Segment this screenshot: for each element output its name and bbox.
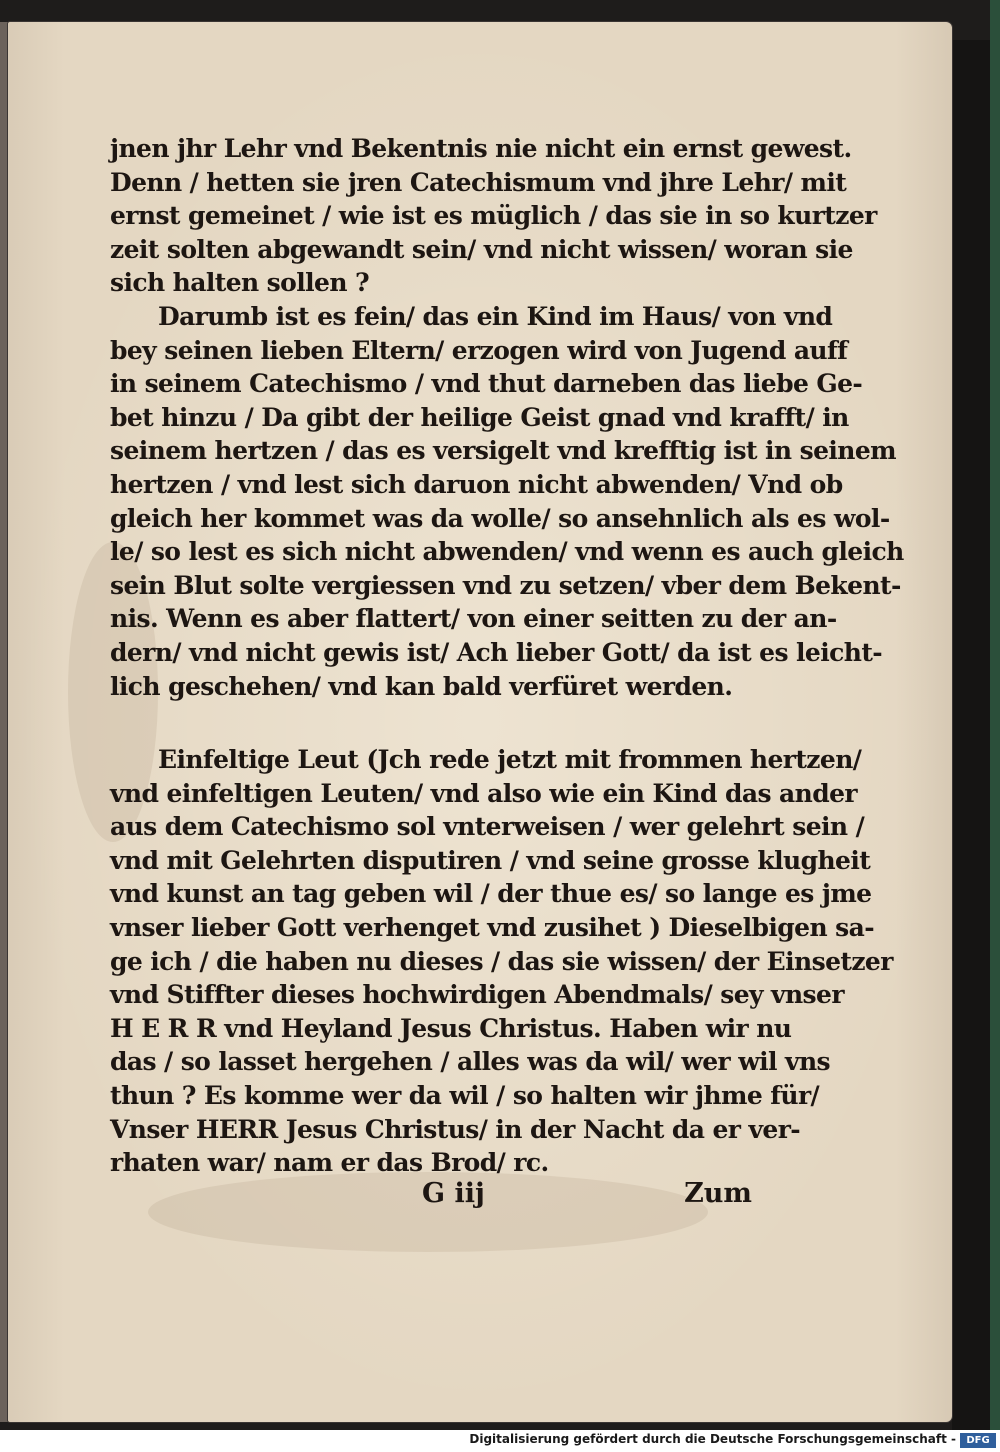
digitization-credit: Digitalisierung gefördert durch die Deutsche Forschungsgemeinschaft - xyxy=(469,1432,956,1446)
text-line: vnd einfeltigen Leuten/ vnd also wie ein Kind das ander xyxy=(110,778,857,808)
text-line: Einfeltige Leut (Jch rede jetzt mit frommen hertzen/ xyxy=(158,745,862,775)
text-line: gleich her kommet was da wolle/ so ansehnlich als es wol- xyxy=(110,503,890,533)
green-edge-strip xyxy=(990,0,1000,1430)
text-line: aus dem Catechismo sol vnterweisen / wer gelehrt sein / xyxy=(110,812,865,842)
text-line: thun ? Es komme wer da wil / so halten wir jhme für/ xyxy=(110,1081,820,1111)
paragraph-1 xyxy=(110,132,904,703)
dfg-logo: DFG xyxy=(960,1433,996,1448)
page-spine-edge xyxy=(0,22,8,1422)
text-line: ernst gemeinet / wie ist es müglich / das sie in so kurtzer xyxy=(110,201,877,231)
text-line: vnd mit Gelehrten disputiren / vnd seine grosse klugheit xyxy=(110,845,871,875)
text-line: H E R R vnd Heyland Jesus Christus. Haben wir nu xyxy=(110,1013,792,1043)
text-line: vnser lieber Gott verhenget vnd zusihet ) Dieselbigen sa- xyxy=(110,913,874,943)
text-line: Denn / hetten sie jren Catechismum vnd jhre Lehr/ mit xyxy=(110,167,847,197)
text-line: jnen jhr Lehr vnd Bekentnis nie nicht ein ernst gewest. xyxy=(110,134,852,163)
paragraph-2 xyxy=(110,743,893,1180)
text-line: hertzen / vnd lest sich daruon nicht abwenden/ Vnd ob xyxy=(110,469,843,499)
text-line: bet hinzu / Da gibt der heilige Geist gnad vnd krafft/ in xyxy=(110,402,849,432)
text-line: le/ so lest es sich nicht abwenden/ vnd wenn es auch gleich xyxy=(110,537,904,567)
text-line: das / so lasset hergehen / alles was da wil/ wer wil vns xyxy=(110,1047,830,1077)
text-line: nis. Wenn es aber flattert/ von einer seitten zu der an- xyxy=(110,604,837,634)
text-line: sich halten sollen ? xyxy=(110,268,370,298)
text-line: rhaten war/ nam er das Brod/ rc. xyxy=(110,1148,549,1178)
text-line: Vnser HERR Jesus Christus/ in der Nacht da er ver- xyxy=(110,1114,801,1144)
signature-mark: G iij xyxy=(422,1178,485,1209)
text-line: dern/ vnd nicht gewis ist/ Ach lieber Gott/ da ist es leicht- xyxy=(110,637,883,667)
paragraph-gap xyxy=(110,703,770,743)
text-line: seinem hertzen / das es versigelt vnd krefftig ist in seinem xyxy=(110,436,897,466)
text-line: vnd Stiffter dieses hochwirdigen Abendmals/ sey vnser xyxy=(110,980,844,1010)
text-line: bey seinen lieben Eltern/ erzogen wird von Jugend auff xyxy=(110,335,848,365)
text-line: vnd kunst an tag geben wil / der thue es/ so lange es jme xyxy=(110,879,872,909)
text-line: lich geschehen/ vnd kan bald verfüret werden. xyxy=(110,671,733,701)
page-footer xyxy=(110,1178,770,1218)
text-line: sein Blut solte vergiessen vnd zu setzen/ vber dem Bekent- xyxy=(110,570,901,600)
text-line: in seinem Catechismo / vnd thut darneben das liebe Ge- xyxy=(110,369,863,399)
text-line: Darumb ist es fein/ das ein Kind im Haus/ von vnd xyxy=(158,301,833,331)
text-line: ge ich / die haben nu dieses / das sie wissen/ der Einsetzer xyxy=(110,946,893,976)
page-text xyxy=(110,132,904,1180)
catchword: Zum xyxy=(684,1178,752,1209)
text-line: zeit solten abgewandt sein/ vnd nicht wissen/ woran sie xyxy=(110,234,853,264)
